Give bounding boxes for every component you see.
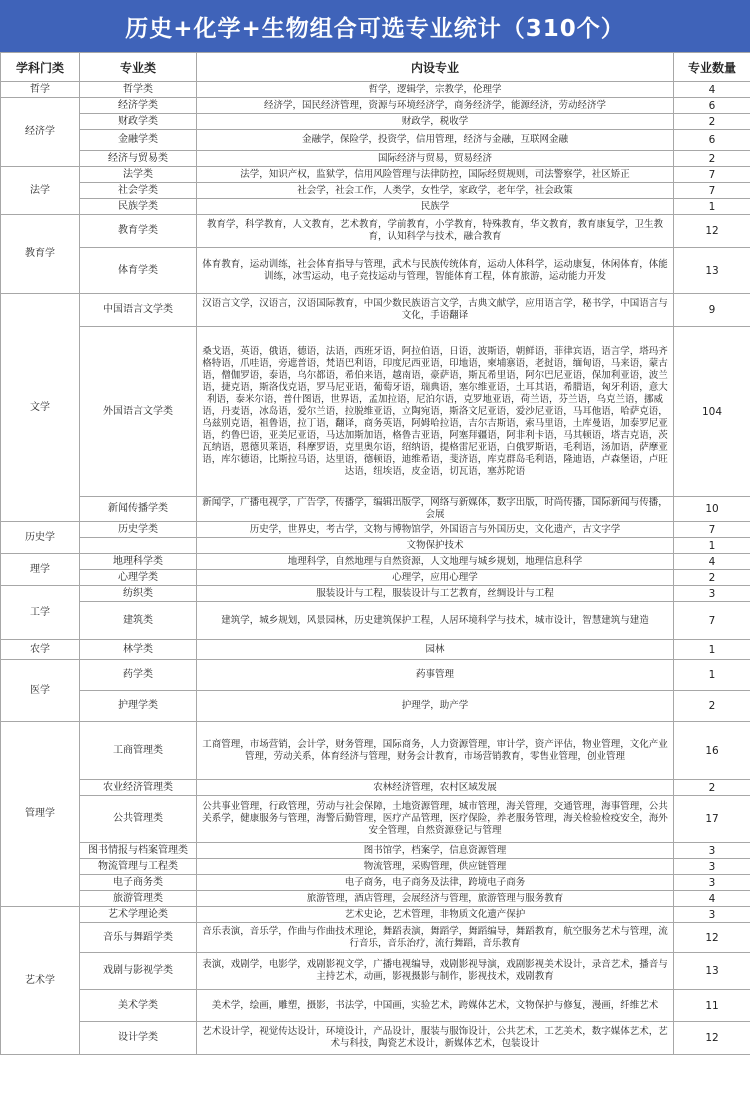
table-body bbox=[1, 82, 750, 1055]
category-cell: 工学 bbox=[1, 586, 80, 640]
class-cell: 中国语言文学类 bbox=[80, 294, 197, 327]
table-row bbox=[1, 953, 750, 990]
table-row bbox=[1, 554, 750, 570]
class-cell: 哲学类 bbox=[80, 82, 197, 98]
count-cell: 2 bbox=[674, 691, 750, 722]
majors-cell: 体育教育，运动训练，社会体育指导与管理，武术与民族传统体育，运动人体科学，运动康复，休闲体育，体能训练，冰雪运动，电子竞技运动与管理，智能体育工程，体育旅游，运动能力开发 bbox=[197, 248, 674, 294]
count-cell: 2 bbox=[674, 570, 750, 586]
class-cell: 历史学类 bbox=[80, 522, 197, 538]
class-cell: 护理学类 bbox=[80, 691, 197, 722]
table-row bbox=[1, 294, 750, 327]
class-cell: 金融学类 bbox=[80, 130, 197, 151]
count-cell: 7 bbox=[674, 167, 750, 183]
category-cell: 理学 bbox=[1, 554, 80, 586]
class-cell: 新闻传播学类 bbox=[80, 497, 197, 522]
class-cell: 社会学类 bbox=[80, 183, 197, 199]
table-row bbox=[1, 570, 750, 586]
count-cell: 13 bbox=[674, 248, 750, 294]
count-cell: 12 bbox=[674, 923, 750, 953]
category-cell: 文学 bbox=[1, 294, 80, 522]
table-row bbox=[1, 522, 750, 538]
table-row bbox=[1, 199, 750, 215]
major-stats-table bbox=[0, 52, 750, 1055]
majors-cell: 经济学，国民经济管理，资源与环境经济学，商务经济学，能源经济，劳动经济学 bbox=[197, 98, 674, 114]
count-cell: 4 bbox=[674, 554, 750, 570]
count-cell: 1 bbox=[674, 199, 750, 215]
majors-cell: 艺术史论，艺术管理，非物质文化遗产保护 bbox=[197, 907, 674, 923]
header-class: 专业类 bbox=[80, 53, 197, 82]
count-cell: 9 bbox=[674, 294, 750, 327]
table-row bbox=[1, 98, 750, 114]
count-cell: 6 bbox=[674, 130, 750, 151]
majors-cell: 表演，戏剧学，电影学，戏剧影视文学，广播电视编导，戏剧影视导演，戏剧影视美术设计，录音艺术，播音与主持艺术，动画，影视摄影与制作，影视技术，戏剧教育 bbox=[197, 953, 674, 990]
table-row bbox=[1, 780, 750, 796]
majors-cell: 美术学，绘画，雕塑，摄影，书法学，中国画，实验艺术，跨媒体艺术，文物保护与修复，漫画，纤维艺术 bbox=[197, 990, 674, 1022]
class-cell: 外国语言文学类 bbox=[80, 327, 197, 497]
table-header-row bbox=[1, 53, 750, 82]
majors-cell: 园林 bbox=[197, 640, 674, 660]
category-cell: 法学 bbox=[1, 167, 80, 215]
majors-cell: 哲学，逻辑学，宗教学，伦理学 bbox=[197, 82, 674, 98]
majors-cell: 心理学，应用心理学 bbox=[197, 570, 674, 586]
class-cell: 民族学类 bbox=[80, 199, 197, 215]
count-cell: 2 bbox=[674, 151, 750, 167]
table-row bbox=[1, 843, 750, 859]
count-cell: 17 bbox=[674, 796, 750, 843]
category-cell: 哲学 bbox=[1, 82, 80, 98]
header-majors: 内设专业 bbox=[197, 53, 674, 82]
table-row bbox=[1, 215, 750, 248]
count-cell: 3 bbox=[674, 859, 750, 875]
count-cell: 12 bbox=[674, 215, 750, 248]
class-cell: 物流管理与工程类 bbox=[80, 859, 197, 875]
class-cell: 电子商务类 bbox=[80, 875, 197, 891]
count-cell: 104 bbox=[674, 327, 750, 497]
class-cell: 图书情报与档案管理类 bbox=[80, 843, 197, 859]
table-row bbox=[1, 497, 750, 522]
table-row bbox=[1, 796, 750, 843]
class-cell: 建筑类 bbox=[80, 602, 197, 640]
majors-cell: 物流管理，采购管理，供应链管理 bbox=[197, 859, 674, 875]
table-row bbox=[1, 538, 750, 554]
class-cell: 戏剧与影视学类 bbox=[80, 953, 197, 990]
count-cell: 7 bbox=[674, 522, 750, 538]
table-row bbox=[1, 151, 750, 167]
majors-cell: 电子商务，电子商务及法律，跨境电子商务 bbox=[197, 875, 674, 891]
majors-cell: 法学，知识产权，监狱学，信用风险管理与法律防控，国际经贸规则，司法警察学，社区矫正 bbox=[197, 167, 674, 183]
table-row bbox=[1, 691, 750, 722]
table-row bbox=[1, 130, 750, 151]
majors-cell: 历史学，世界史，考古学，文物与博物馆学，外国语言与外国历史，文化遗产，古文字学 bbox=[197, 522, 674, 538]
category-cell: 教育学 bbox=[1, 215, 80, 294]
count-cell: 4 bbox=[674, 82, 750, 98]
table-row bbox=[1, 114, 750, 130]
majors-cell: 金融学，保险学，投资学，信用管理，经济与金融，互联网金融 bbox=[197, 130, 674, 151]
class-cell: 艺术学理论类 bbox=[80, 907, 197, 923]
table-row bbox=[1, 923, 750, 953]
table-row bbox=[1, 990, 750, 1022]
table-row bbox=[1, 167, 750, 183]
page-title: 历史+化学+生物组合可选专业统计（310个） bbox=[0, 0, 750, 52]
class-cell: 音乐与舞蹈学类 bbox=[80, 923, 197, 953]
table-row bbox=[1, 722, 750, 780]
class-cell: 财政学类 bbox=[80, 114, 197, 130]
table-row bbox=[1, 327, 750, 497]
count-cell: 12 bbox=[674, 1022, 750, 1055]
table-row bbox=[1, 1022, 750, 1055]
header-count: 专业数量 bbox=[674, 53, 750, 82]
count-cell: 1 bbox=[674, 538, 750, 554]
class-cell: 农业经济管理类 bbox=[80, 780, 197, 796]
category-cell: 管理学 bbox=[1, 722, 80, 907]
table-row bbox=[1, 586, 750, 602]
class-cell: 教育学类 bbox=[80, 215, 197, 248]
count-cell: 7 bbox=[674, 602, 750, 640]
class-cell: 美术学类 bbox=[80, 990, 197, 1022]
category-cell: 艺术学 bbox=[1, 907, 80, 1055]
majors-cell: 农林经济管理，农村区域发展 bbox=[197, 780, 674, 796]
majors-cell: 新闻学，广播电视学，广告学，传播学，编辑出版学，网络与新媒体，数字出版，时尚传播，国际新闻与传播，会展 bbox=[197, 497, 674, 522]
category-cell: 经济学 bbox=[1, 98, 80, 167]
table-row bbox=[1, 82, 750, 98]
table-row bbox=[1, 248, 750, 294]
majors-cell: 汉语言文学，汉语言，汉语国际教育，中国少数民族语言文学，古典文献学，应用语言学，秘书学，中国语言与文化，手语翻译 bbox=[197, 294, 674, 327]
count-cell: 16 bbox=[674, 722, 750, 780]
class-cell: 旅游管理类 bbox=[80, 891, 197, 907]
majors-cell: 教育学，科学教育，人文教育，艺术教育，学前教育，小学教育，特殊教育，华文教育，教育康复学，卫生教育，认知科学与技术，融合教育 bbox=[197, 215, 674, 248]
count-cell: 2 bbox=[674, 780, 750, 796]
category-cell: 农学 bbox=[1, 640, 80, 660]
table-row bbox=[1, 875, 750, 891]
class-cell: 设计学类 bbox=[80, 1022, 197, 1055]
majors-cell: 艺术设计学，视觉传达设计，环境设计，产品设计，服装与服饰设计，公共艺术，工艺美术，数字媒体艺术，艺术与科技，陶瓷艺术设计，新媒体艺术，包装设计 bbox=[197, 1022, 674, 1055]
category-cell: 历史学 bbox=[1, 522, 80, 554]
majors-cell: 地理科学，自然地理与自然资源，人文地理与城乡规划，地理信息科学 bbox=[197, 554, 674, 570]
count-cell: 6 bbox=[674, 98, 750, 114]
table-row bbox=[1, 640, 750, 660]
table-row bbox=[1, 660, 750, 691]
table-row bbox=[1, 907, 750, 923]
majors-cell: 工商管理，市场营销，会计学，财务管理，国际商务，人力资源管理，审计学，资产评估，物业管理，文化产业管理，劳动关系，体育经济与管理，财务会计教育，市场营销教育，零售业管理，创业管理 bbox=[197, 722, 674, 780]
class-cell: 公共管理类 bbox=[80, 796, 197, 843]
class-cell: 经济与贸易类 bbox=[80, 151, 197, 167]
class-cell: 纺织类 bbox=[80, 586, 197, 602]
table-row bbox=[1, 183, 750, 199]
count-cell: 3 bbox=[674, 875, 750, 891]
class-cell: 经济学类 bbox=[80, 98, 197, 114]
count-cell: 3 bbox=[674, 843, 750, 859]
majors-cell: 服装设计与工程，服装设计与工艺教育，丝绸设计与工程 bbox=[197, 586, 674, 602]
majors-cell: 民族学 bbox=[197, 199, 674, 215]
count-cell: 1 bbox=[674, 640, 750, 660]
majors-cell: 公共事业管理，行政管理，劳动与社会保障，土地资源管理，城市管理，海关管理，交通管理，海事管理，公共关系学，健康服务与管理，海警后勤管理，医疗产品管理，医疗保险，养老服务管理，海关检验检疫安全，海外安全管理，自然资源登记与管理 bbox=[197, 796, 674, 843]
majors-cell: 旅游管理，酒店管理，会展经济与管理，旅游管理与服务教育 bbox=[197, 891, 674, 907]
table-row bbox=[1, 891, 750, 907]
majors-cell: 音乐表演，音乐学，作曲与作曲技术理论，舞蹈表演，舞蹈学，舞蹈编导，舞蹈教育，航空服务艺术与管理，流行音乐，音乐治疗，流行舞蹈，音乐教育 bbox=[197, 923, 674, 953]
header-category: 学科门类 bbox=[1, 53, 80, 82]
majors-cell: 国际经济与贸易，贸易经济 bbox=[197, 151, 674, 167]
majors-cell: 图书馆学，档案学，信息资源管理 bbox=[197, 843, 674, 859]
class-cell bbox=[80, 538, 197, 554]
class-cell: 工商管理类 bbox=[80, 722, 197, 780]
table-row bbox=[1, 859, 750, 875]
majors-cell: 文物保护技术 bbox=[197, 538, 674, 554]
category-cell: 医学 bbox=[1, 660, 80, 722]
majors-cell: 护理学，助产学 bbox=[197, 691, 674, 722]
class-cell: 药学类 bbox=[80, 660, 197, 691]
count-cell: 3 bbox=[674, 907, 750, 923]
count-cell: 7 bbox=[674, 183, 750, 199]
class-cell: 地理科学类 bbox=[80, 554, 197, 570]
class-cell: 体育学类 bbox=[80, 248, 197, 294]
majors-cell: 财政学，税收学 bbox=[197, 114, 674, 130]
majors-cell: 社会学，社会工作，人类学，女性学，家政学，老年学，社会政策 bbox=[197, 183, 674, 199]
class-cell: 法学类 bbox=[80, 167, 197, 183]
count-cell: 11 bbox=[674, 990, 750, 1022]
count-cell: 1 bbox=[674, 660, 750, 691]
table-row bbox=[1, 602, 750, 640]
count-cell: 3 bbox=[674, 586, 750, 602]
class-cell: 林学类 bbox=[80, 640, 197, 660]
majors-cell: 桑戈语，英语，俄语，德语，法语，西班牙语，阿拉伯语，日语，波斯语，朝鲜语，菲律宾语，语言学，塔玛齐格特语，爪哇语，旁遮普语，梵语巴利语，印度尼西亚语，印地语，柬埔寨语，老挝语，缅甸语，马来语，蒙古语，僧伽罗语，泰语，乌尔都语，希伯来语，越南语，豪萨语，斯瓦希里语，阿尔巴尼亚语，保加利亚语，波兰语，捷克语，斯洛伐克语，罗马尼亚语，葡萄牙语，瑞典语，塞尔维亚语，土耳其语，希腊语，匈牙利语，意大利语，泰米尔语，普什图语，世界语，孟加拉语，尼泊尔语，克罗地亚语，荷兰语，芬兰语，乌克兰语，挪威语，丹麦语，冰岛语，爱尔兰语，拉脱维亚语，立陶宛语，斯洛文尼亚语，爱沙尼亚语，马耳他语，哈萨克语，乌兹别克语，祖鲁语，拉丁语，翻译，商务英语，阿姆哈拉语，吉尔吉斯语，索马里语，土库曼语，加泰罗尼亚语，约鲁巴语，亚美尼亚语，马达加斯加语，格鲁吉亚语，阿塞拜疆语，阿非利卡语，马其顿语，塔吉克语，茨瓦纳语，恩德贝莱语，科摩罗语，克里奥尔语，绍纳语，提格雷尼亚语，白俄罗斯语，毛利语，汤加语，萨摩亚语，库尔德语，比斯拉马语，达里语，德顿语，迪维希语，斐济语，库克群岛毛利语，隆迪语，卢森堡语，卢旺达语，纽埃语，皮金语，切瓦语，塞苏陀语 bbox=[197, 327, 674, 497]
majors-cell: 建筑学，城乡规划，风景园林，历史建筑保护工程，人居环境科学与技术，城市设计，智慧建筑与建造 bbox=[197, 602, 674, 640]
count-cell: 13 bbox=[674, 953, 750, 990]
class-cell: 心理学类 bbox=[80, 570, 197, 586]
count-cell: 10 bbox=[674, 497, 750, 522]
majors-cell: 药事管理 bbox=[197, 660, 674, 691]
count-cell: 2 bbox=[674, 114, 750, 130]
count-cell: 4 bbox=[674, 891, 750, 907]
